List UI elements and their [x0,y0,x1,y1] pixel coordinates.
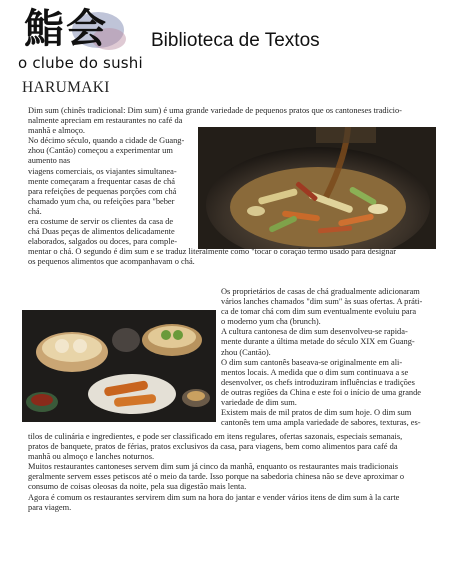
text-line: mentos locais. A medida que o dim sum continuava a se [221,367,409,377]
text-line: manhã e almoço. [28,126,85,136]
dim-sum-spread-photo [22,310,216,422]
text-line: manhã ou almoço e lanches noturnos. [28,452,155,462]
text-line: pratos de banquete, pratos de férias, pratos exclusivos da casa, para viagens, bem como alimentos para café da [28,442,398,452]
text-line: para refeições de pequenas porções com chá [28,186,177,196]
text-line: viagens comerciais, os viajantes simultanea- [28,166,177,176]
paragraph-block-intro [28,106,402,268]
text-line: aumento nas [28,156,71,166]
text-line: chamado yum cha, ou refeições para "beber [28,196,175,206]
logo-subtitle: o clube do sushi [18,54,143,72]
text-line: elaborados, salgados ou doces, para comple- [28,237,178,247]
paragraph-block-history [221,287,422,428]
text-line: chá. [28,206,42,216]
text-line: vários lanches chamados "dim sum" às suas ofertas. A práti- [221,297,423,307]
text-line: mente durante a última metade do século XIX em Guang- [221,337,415,347]
dim-sum-illustration [22,310,216,422]
text-line: os pequenos alimentos que acompanhavam o chá. [28,257,195,267]
article-title: HARUMAKI [22,79,110,96]
text-line: No décimo século, quando a cidade de Guang- [28,136,185,146]
text-line: Dim sum (chinês tradicional: Dim sum) é uma grande variedade de pequenos pratos que os cantoneses tradicio- [28,106,402,115]
text-line: para viagem. [28,502,72,512]
logo-kanji: 鮨会 [24,5,108,52]
text-line: zhou (Cantão) começou a experimentar um [28,146,173,156]
text-line: Muitos restaurantes cantoneses servem dim sum já cinco da manhã, enquanto os restaurantes mais tradicionais [28,462,399,472]
text-line: geralmente servem esses petiscos até o meio da tarde. Isso porque na sabedoria chinesa não se deve aproximar o [28,472,405,482]
text-line: tilos de culinária e ingredientes, e pode ser classificado em itens regulares, ofertas sazonais, especiais semanais, [28,432,403,441]
text-line: Os proprietários de casas de chá gradualmente adicionaram [221,287,420,296]
text-line: mente começaram a frequentar casas de chá [28,176,175,186]
text-line: zhou (Cantão). [221,347,271,357]
text-line: chá Duas peças de alimentos delicadamente [28,227,175,237]
text-line: o moderno yum cha (brunch). [221,317,321,327]
text-line: era costume de servir os clientes da casa de [28,217,174,227]
text-line: variedade de dim sum. [221,398,297,408]
text-line: O dim sum cantonês baseava-se originalmente em ali- [221,357,403,367]
text-line: desenvolver, os chefs introduziram influências e tradições [221,377,415,387]
paragraph-block-varieties [28,432,404,513]
text-line: ca de tomar chá com dim sum eventualmente evoluiu para [221,307,417,317]
site-title: Biblioteca de Textos [151,30,320,51]
text-line: consumo de coisas oleosas da noite, pela sua digestão mais lenta. [28,482,247,492]
text-line: de outras regiões da China e este foi o início de uma grande [221,387,422,397]
text-line: nalmente apreciam em restaurantes no café da [28,116,183,126]
text-line: Existem mais de mil pratos de dim sum hoje. O dim sum [221,408,412,418]
text-line: Agora é comum os restaurantes servirem dim sum na hora do jantar e vender vários itens de dim sum à la carte [28,492,400,502]
brand-logo [14,5,143,76]
text-line: mentar o chá. O segundo é dim sum e se traduz literalmente como "tocar o coração termo usado para designar [28,247,397,257]
text-line: cantonês tem uma ampla variedade de sabores, texturas, es- [221,418,421,428]
text-line: A cultura cantonesa de dim sum desenvolveu-se rapida- [221,327,408,337]
